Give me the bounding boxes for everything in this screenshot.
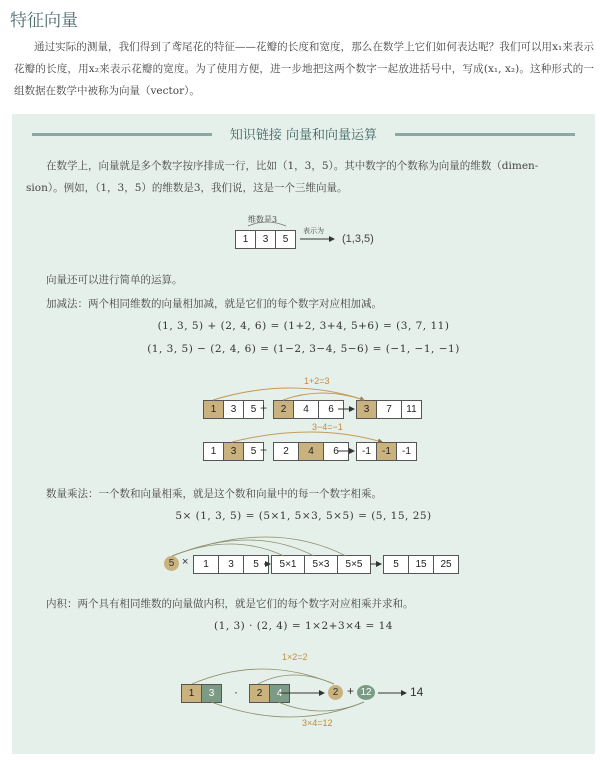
para-scalar: 数量乘法：一个数和向量相乘，就是这个数和向量中的每一个数字相乘。 — [46, 488, 382, 500]
sub-label: 3−4=−1 — [312, 422, 343, 432]
mul-p-cell: 5×3 — [304, 555, 338, 574]
mul-v-cell: 1 — [193, 555, 219, 574]
sub-r-cell: -1 — [356, 442, 377, 461]
dot-label-top: 1×2=2 — [282, 652, 308, 662]
dim-cell: 5 — [275, 230, 296, 249]
mul-r-cell: 15 — [408, 555, 434, 574]
add-a-cell: 5 — [243, 400, 264, 419]
add-r-cell: 7 — [376, 400, 402, 419]
sub-a-cell: 3 — [223, 442, 244, 461]
sub-r-cell: -1 — [376, 442, 397, 461]
knowledge-box — [12, 114, 595, 754]
add-b-cell: 4 — [293, 400, 319, 419]
add-a-cell: 1 — [203, 400, 224, 419]
dot-product-2: 12 — [357, 685, 375, 700]
mul-v-cell: 3 — [218, 555, 244, 574]
dot-b-cell: 2 — [249, 684, 270, 703]
mul-p-cell: 5×1 — [271, 555, 305, 574]
dot-operator: · — [234, 685, 238, 699]
minus-sign: − — [260, 443, 268, 457]
eq-scalar: 5× (1, 3, 5) = (5×1, 5×3, 5×5) = (5, 15, 25) — [175, 510, 432, 522]
intro-paragraph: 通过实际的测量，我们得到了鸢尾花的特征——花瓣的长度和宽度，那么在数学上它们如何表达呢？我们可以用x₁来表示花瓣的长度，用x₂来表示花瓣的宽度。为了使用方便，进一步地把这两个数字一起放进括号中，写成(x₁, x₂)。这种形式的一组数据在数学中被称为向量（vector）。 — [14, 41, 594, 97]
dim-label: 维数是3 — [248, 215, 278, 224]
add-r-cell: 11 — [401, 400, 422, 419]
dot-product-1: 2 — [328, 685, 343, 700]
mul-r-cell: 5 — [383, 555, 409, 574]
eq-inner-product: (1, 3) · (2, 4) = 1×2+3×4 = 14 — [214, 620, 393, 632]
add-b-cell: 6 — [318, 400, 344, 419]
times-sign: × — [182, 556, 189, 568]
add-a-cell: 3 — [223, 400, 244, 419]
mul-r-cell: 25 — [433, 555, 459, 574]
para-addition: 加减法：两个相同维数的向量相加减，就是它们的每个数字对应相加减。 — [46, 298, 382, 310]
eq-subtraction: (1, 3, 5) − (2, 4, 6) = (1−2, 3−4, 5−6) = (−1, −1, −1) — [147, 343, 460, 355]
para-definition: 在数学上，向量就是多个数字按序排成一行，比如（1，3，5）。其中数字的个数称为向量的维数（dimen- — [46, 160, 539, 172]
dot-result: 14 — [410, 685, 424, 699]
mul-p-cell: 5×5 — [337, 555, 371, 574]
section-title: 特征向量 — [10, 11, 78, 31]
sub-b-cell: 4 — [298, 442, 324, 461]
sub-b-cell: 6 — [323, 442, 349, 461]
para-dimension: sion）。例如，（1，3，5）的维数是3，我们说，这是一个三维向量。 — [26, 182, 348, 194]
mul-v-cell: 5 — [243, 555, 269, 574]
dot-label-bottom: 3×4=12 — [302, 718, 333, 728]
dot-a-cell: 3 — [201, 684, 222, 703]
add-b-cell: 2 — [273, 400, 294, 419]
dim-cell: 3 — [255, 230, 276, 249]
sub-a-cell: 5 — [243, 442, 264, 461]
diagram-arrows — [12, 114, 595, 754]
plus-sign: + — [260, 401, 268, 415]
add-label: 1+2=3 — [304, 376, 330, 386]
scalar-dot: 5 — [164, 556, 179, 571]
eq-addition: (1, 3, 5) + (2, 4, 6) = (1+2, 3+4, 5+6) = (3, 7, 11) — [157, 320, 450, 332]
sub-a-cell: 1 — [203, 442, 224, 461]
dot-plus: + — [347, 684, 355, 698]
dot-a-cell: 1 — [181, 684, 202, 703]
represent-label: 表示为 — [303, 227, 324, 235]
dim-cell: 1 — [235, 230, 256, 249]
box-heading-text: 知识链接 向量和向量运算 — [229, 128, 378, 143]
sub-b-cell: 2 — [273, 442, 299, 461]
para-operations: 向量还可以进行简单的运算。 — [46, 274, 183, 286]
para-inner-product: 内积：两个具有相同维数的向量做内积，就是它们的每个数字对应相乘并求和。 — [46, 598, 414, 610]
add-r-cell: 3 — [356, 400, 377, 419]
sub-r-cell: -1 — [396, 442, 417, 461]
dot-b-cell: 4 — [269, 684, 290, 703]
dim-result: (1,3,5) — [342, 233, 374, 245]
